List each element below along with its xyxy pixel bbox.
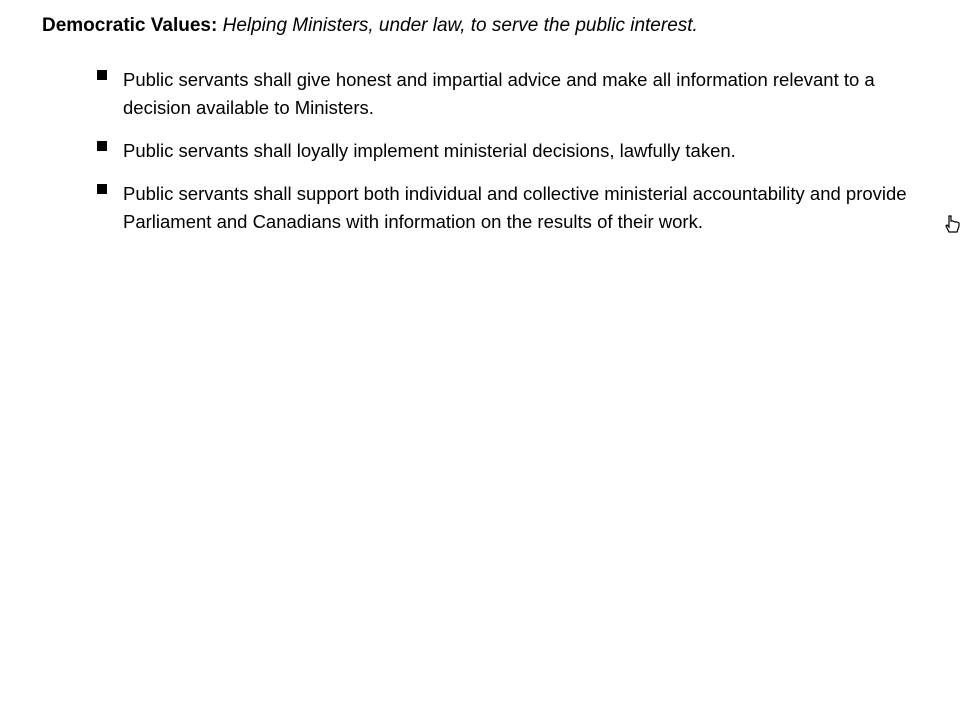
- list-item: [0, 137, 943, 165]
- hand-cursor-icon: [945, 215, 960, 237]
- list-item-text: Public servants shall loyally implement ministerial decisions, lawfully taken.: [123, 140, 736, 161]
- square-bullet-icon: [97, 70, 107, 80]
- square-bullet-icon: [97, 184, 107, 194]
- section-heading: [42, 14, 698, 38]
- list-item-text: Public servants shall give honest and impartial advice and make all information relevant to a decision available to Ministers.: [123, 69, 875, 118]
- values-list: [0, 66, 943, 251]
- square-bullet-icon: [97, 141, 107, 151]
- list-item: [0, 180, 943, 236]
- heading-subtitle: Helping Ministers, under law, to serve the public interest.: [222, 15, 698, 36]
- list-item-text: Public servants shall support both individual and collective ministerial accountability and provide Parliament and Canadians with information on the results of their work.: [123, 183, 907, 232]
- heading-label: Democratic Values:: [42, 15, 218, 36]
- list-item: [0, 66, 943, 122]
